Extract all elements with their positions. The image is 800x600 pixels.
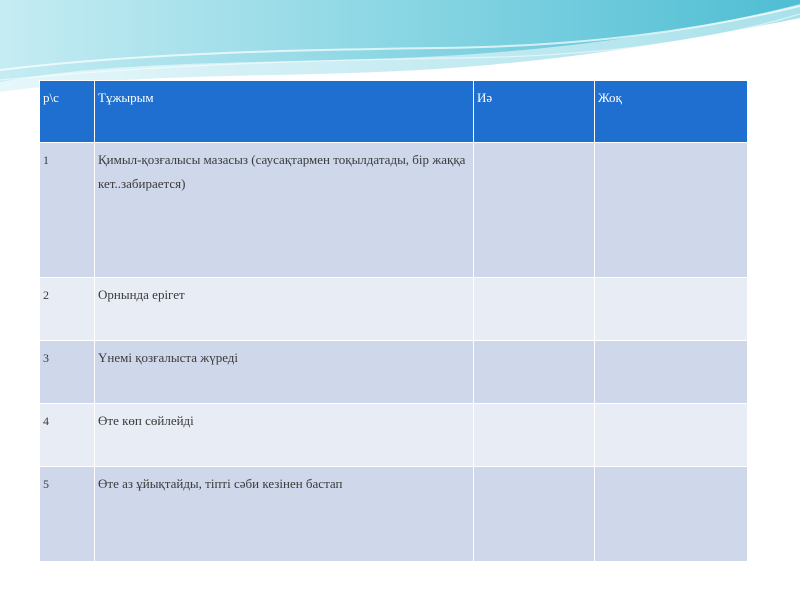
table-row <box>40 143 748 278</box>
table-row <box>40 278 748 341</box>
column-header-yes: Иә <box>474 81 595 143</box>
yes-cell[interactable] <box>474 341 595 404</box>
yes-cell[interactable] <box>474 143 595 278</box>
no-cell[interactable] <box>595 341 748 404</box>
no-cell[interactable] <box>595 467 748 562</box>
row-number: 2 <box>40 278 95 341</box>
row-number: 1 <box>40 143 95 278</box>
row-statement: Үнемі қозғалыста жүреді <box>95 341 474 404</box>
row-statement: Орнында ерігет <box>95 278 474 341</box>
yes-cell[interactable] <box>474 467 595 562</box>
row-number: 5 <box>40 467 95 562</box>
survey-table <box>39 80 748 562</box>
no-cell[interactable] <box>595 278 748 341</box>
no-cell[interactable] <box>595 143 748 278</box>
row-statement: Өте аз ұйықтайды, тіпті сәби кезінен бастап <box>95 467 474 562</box>
row-statement: Өте көп сөйлейді <box>95 404 474 467</box>
row-number: 3 <box>40 341 95 404</box>
table-row <box>40 341 748 404</box>
column-header-number: р\с <box>40 81 95 143</box>
table-header-row <box>40 81 748 143</box>
column-header-no: Жоқ <box>595 81 748 143</box>
column-header-statement: Тұжырым <box>95 81 474 143</box>
survey-table-container <box>39 80 747 562</box>
row-statement: Қимыл-қозғалысы мазасыз (саусақтармен тоқылдатады, бір жаққа кет..забирается) <box>95 143 474 278</box>
table-row <box>40 404 748 467</box>
yes-cell[interactable] <box>474 278 595 341</box>
row-number: 4 <box>40 404 95 467</box>
no-cell[interactable] <box>595 404 748 467</box>
table-row <box>40 467 748 562</box>
yes-cell[interactable] <box>474 404 595 467</box>
